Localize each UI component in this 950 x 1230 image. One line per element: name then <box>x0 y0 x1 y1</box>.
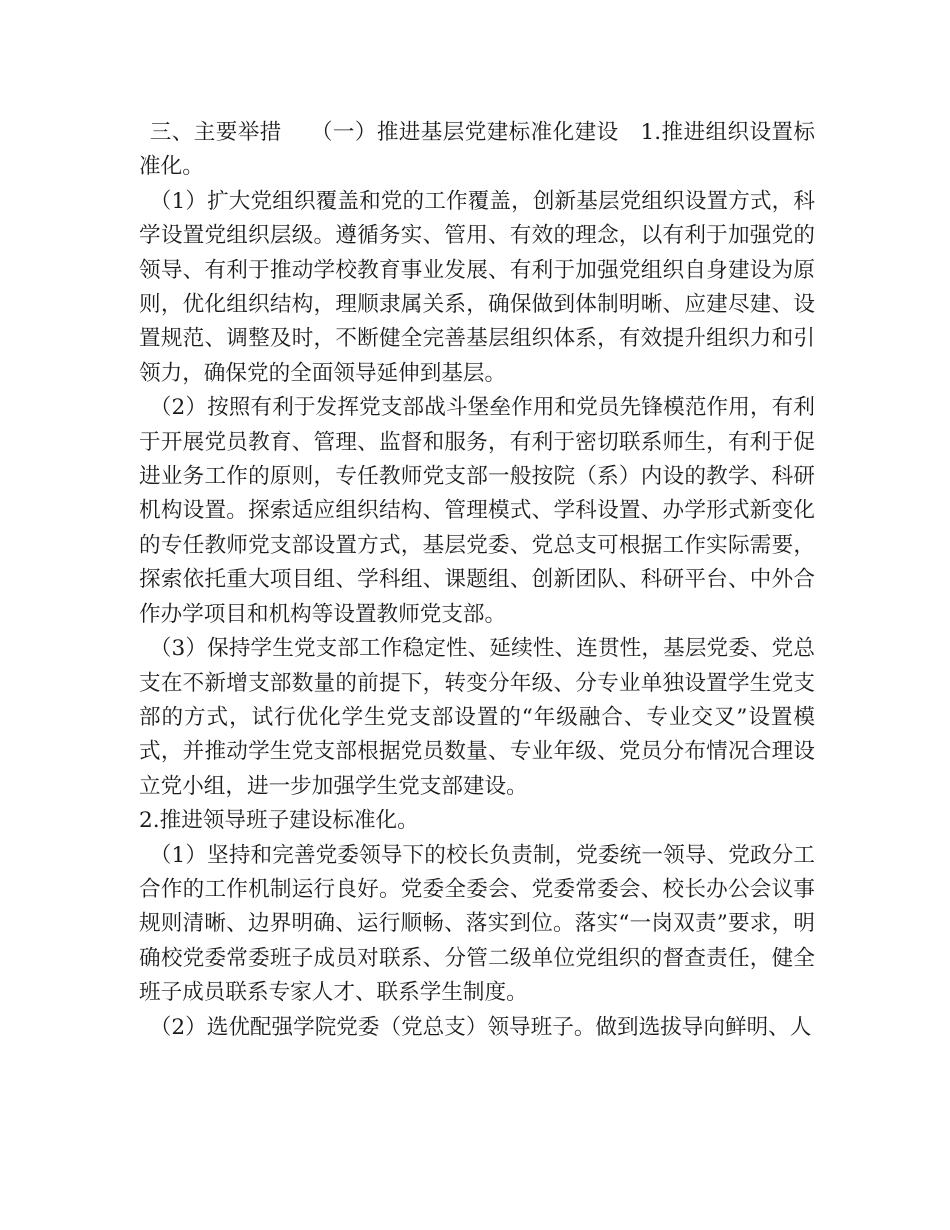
paragraph: （1）扩大党组织覆盖和党的工作覆盖，创新基层党组织设置方式，科学设置党组织层级。遵循务实、管用、有效的理念，以有利于加强党的领导、有利于推动学校教育事业发展、有利于加强党组织自身建设为原则，优化组织结构，理顺隶属关系，确保做到体制明晰、应建尽建、设置规范、调整及时，不断健全完善基层组织体系，有效提升组织力和引领力，确保党的全面领导延伸到基层。 <box>139 188 815 386</box>
paragraph: （2）选优配强学院党委（党总支）领导班子。做到选拔导向鲜明、人 <box>149 1014 812 1040</box>
document-body <box>139 116 815 1045</box>
paragraph: （3）保持学生党支部工作稳定性、延续性、连贯性，基层党委、党总支在不新增支部数量的前提下，转变分年级、分专业单独设置学生党支部的方式，试行优化学生党支部设置的“年级融合、专业交叉”设置模式，并推动学生党支部根据党员数量、专业年级、党员分布情况合理设立党小组，进一步加强学生党支部建设。 <box>139 636 815 799</box>
subsection-heading: 2.推进领导班子建设标准化。 <box>139 808 419 834</box>
paragraph: （1）坚持和完善党委领导下的校长负责制，党委统一领导、党政分工合作的工作机制运行良好。党委全委会、党委常委会、校长办公会议事规则清晰、边界明确、运行顺畅、落实到位。落实“一岗双责”要求，明确校党委常委班子成员对联系、分管二级单位党组织的督查责任，健全班子成员联系专家人才、联系学生制度。 <box>139 842 815 1006</box>
paragraph: （2）按照有利于发挥党支部战斗堡垒作用和党员先锋模范作用，有利于开展党员教育、管理、监督和服务，有利于密切联系师生，有利于促进业务工作的原则，专任教师党支部一般按院（系）内设的教学、科研机构设置。探索适应组织结构、管理模式、学科设置、办学形式新变化的专任教师党支部设置方式，基层党委、党总支可根据工作实际需要，探索依托重大项目组、学科组、课题组、创新团队、科研平台、中外合作办学项目和机构等设置教师党支部。 <box>139 395 815 627</box>
section-heading: 三、主要举措 （一）推进基层党建标准化建设 1.推进组织设置标准化。 <box>139 120 815 180</box>
